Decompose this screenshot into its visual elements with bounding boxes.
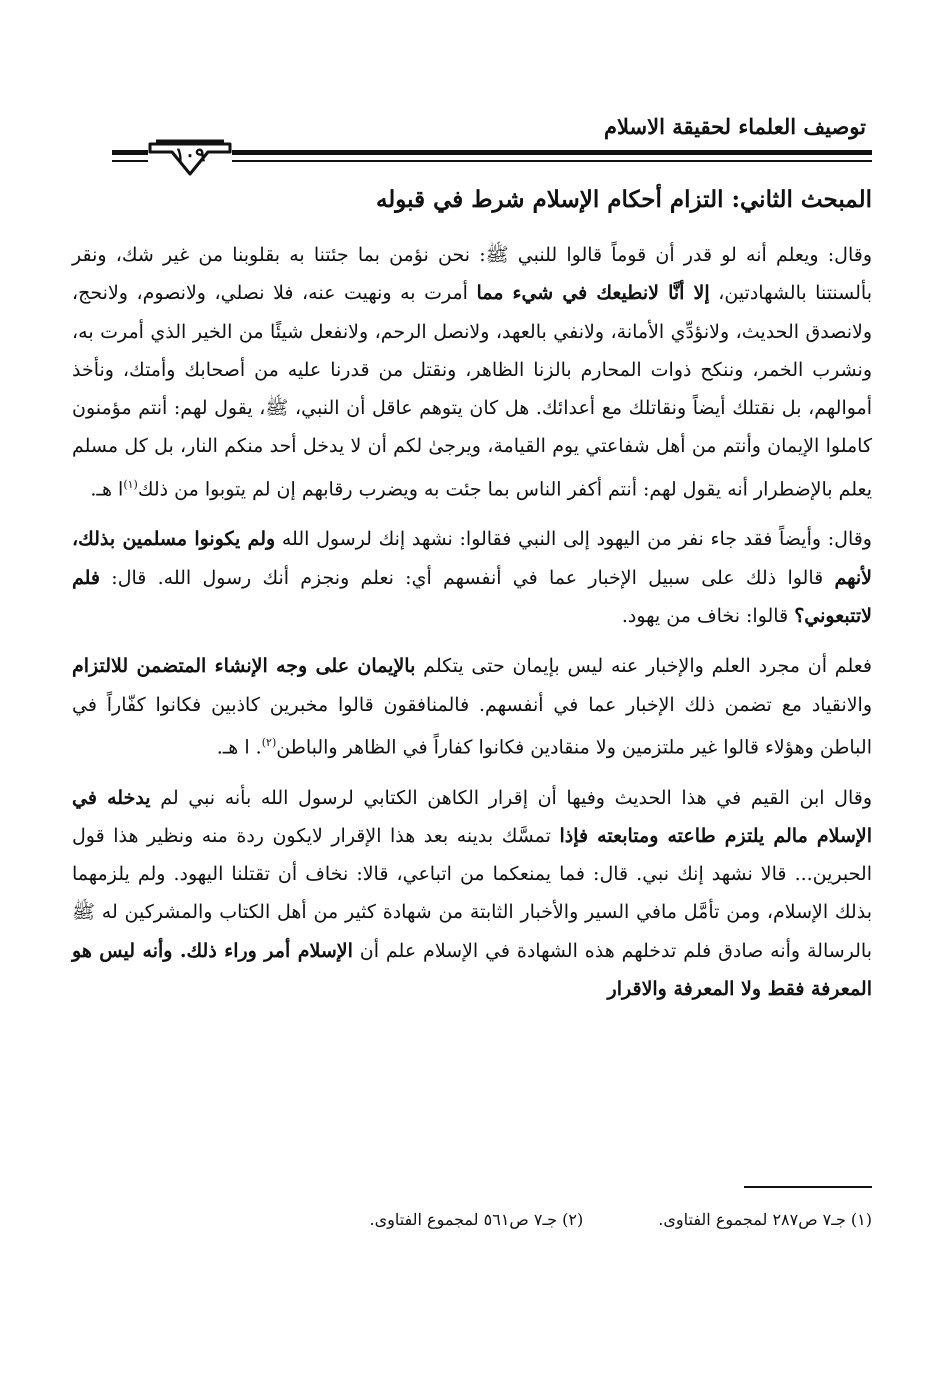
text-run: والانقياد مع تضمن ذلك الإخبار عما في أنفسهم. فالمنافقون قالوا مخبرين كاذبين فكانوا كفّاراً في الباطن وهؤلاء قالوا غير ملتزمين ولا منقادين فكانوا كفاراً في الظاهر والباطن xyxy=(72,693,872,759)
text-run: قالوا: نخاف من يهود. xyxy=(621,605,795,627)
text-run: . ا هـ. xyxy=(216,736,262,759)
paragraph xyxy=(72,520,872,635)
running-header-title: توصيف العلماء لحقيقة الاسلام xyxy=(604,114,866,139)
paragraph xyxy=(72,236,872,508)
header-rule-thick xyxy=(232,150,872,155)
footnote-2: (٢) جـ٧ ص٥٦١ لمجموع الفتاوى. xyxy=(369,1210,584,1229)
section-title: المبحث الثاني: التزام أحكام الإسلام شرط في قبوله xyxy=(375,186,872,213)
text-run: قالوا ذلك على سبيل الإخبار عما في أنفسهم أي: نعلم ونجزم أنك رسول الله. قال: xyxy=(100,566,835,589)
text-run: ا هـ. xyxy=(90,478,124,501)
paragraph xyxy=(72,779,872,1009)
text-run: فعلم أن مجرد العلم والإخبار عنه ليس بإيمان حتى يتكلم xyxy=(415,655,872,678)
header-rule-left-thick xyxy=(112,150,148,155)
header-rule-left-thin xyxy=(112,160,148,162)
emphasized-text: إلا أنَّا لانطيعك في شيء مما xyxy=(476,282,710,305)
footnote-reference: (٢) xyxy=(261,735,277,749)
emphasized-text: ولم يكونوا مسلمين بذلك، لأنهم xyxy=(72,528,872,589)
text-run: أمرت به ونهيت عنه، فلا نصلي، ولانصوم، ولانحج، ولانصدق الحديث، ولانؤدِّي الأمانة، ولانفي بالعهد، ولانصل الرحم، ولانفعل شيئًا من الخير الذي أمرت به، ونشرب الخمر، وننكح ذوات المحارم بالزنا الظاهر، ونقتل من قدرنا عليه من أصحابك وأمتك، ونأخذ أموالهم، بل نقتلك أيضاً ونقاتلك مع أعدائك. هل كان يتوهم عاقل أن النبي، ﷺ، يقول لهم: أنتم مؤمنون كاملوا الإيمان وأنتم من أهل شفاعتي يوم القيامة، ويرجىٰ لكم أن لا يدخل أحد منكم النار، بل كل مسلم يعلم بالإضطرار أنه يقول لهم: أنتم أكفر الناس بما جئت به ويضرب رقابهم إن لم يتوبوا من ذلك xyxy=(72,282,872,501)
paragraph xyxy=(72,647,872,766)
footnotes xyxy=(192,1210,872,1229)
text-run: تمسَّك بدينه بعد هذا الإقرار لايكون ردة منه ونظير هذا قول الحبرين... قالا نشهد إنك نبي. قال: فما يمنعكما من اتباعي، قالا: نخاف أن تقتلنا اليهود. ولم يلزمهما بذلك الإسلام، ومن تأمَّل مافي السير والأخبار الثابتة من شهادة كثير من أهل الكتاب والمشركين له ﷺ بالرسالة وأنه صادق فلم تدخلهم هذه الشهادة في الإسلام علم أن xyxy=(72,824,872,962)
header-rule-thin xyxy=(232,160,872,162)
footnote-reference: (١) xyxy=(123,477,138,491)
emphasized-text: بالإيمان على وجه الإنشاء المتضمن للالتزام xyxy=(72,655,416,678)
text-run: وقال: ويعلم أنه لو قدر أن قوماً قالوا للنبي ﷺ: نحن نؤمن بما جئتنا به بقلوبنا من غير شك، ونقر بألسنتنا بالشهادتين، xyxy=(72,244,872,305)
footnote-separator xyxy=(744,1186,872,1188)
body-text xyxy=(72,236,872,1020)
emphasized-text: فلم لاتتبعوني؟ xyxy=(72,566,872,627)
footnote-1: (١) جـ٧ ص٢٨٧ لمجموع الفتاوى. xyxy=(658,1210,872,1229)
text-run: وقال: وأيضاً فقد جاء نفر من اليهود إلى النبي فقالوا: نشهد إنك لرسول الله xyxy=(275,528,872,551)
emphasized-text: يدخله في الإسلام مالم يلتزم طاعته ومتابعته فإذا xyxy=(72,786,872,847)
emphasized-text: الإسلام أمر وراء ذلك. وأنه ليس هو المعرفة فقط ولا المعرفة والاقرار xyxy=(72,939,872,1000)
text-run: وقال ابن القيم في هذا الحديث وفيها أن إقرار الكاهن الكتابي لرسول الله بأنه نبي لم xyxy=(150,786,872,809)
page-number: ١٠٩ xyxy=(174,144,206,166)
